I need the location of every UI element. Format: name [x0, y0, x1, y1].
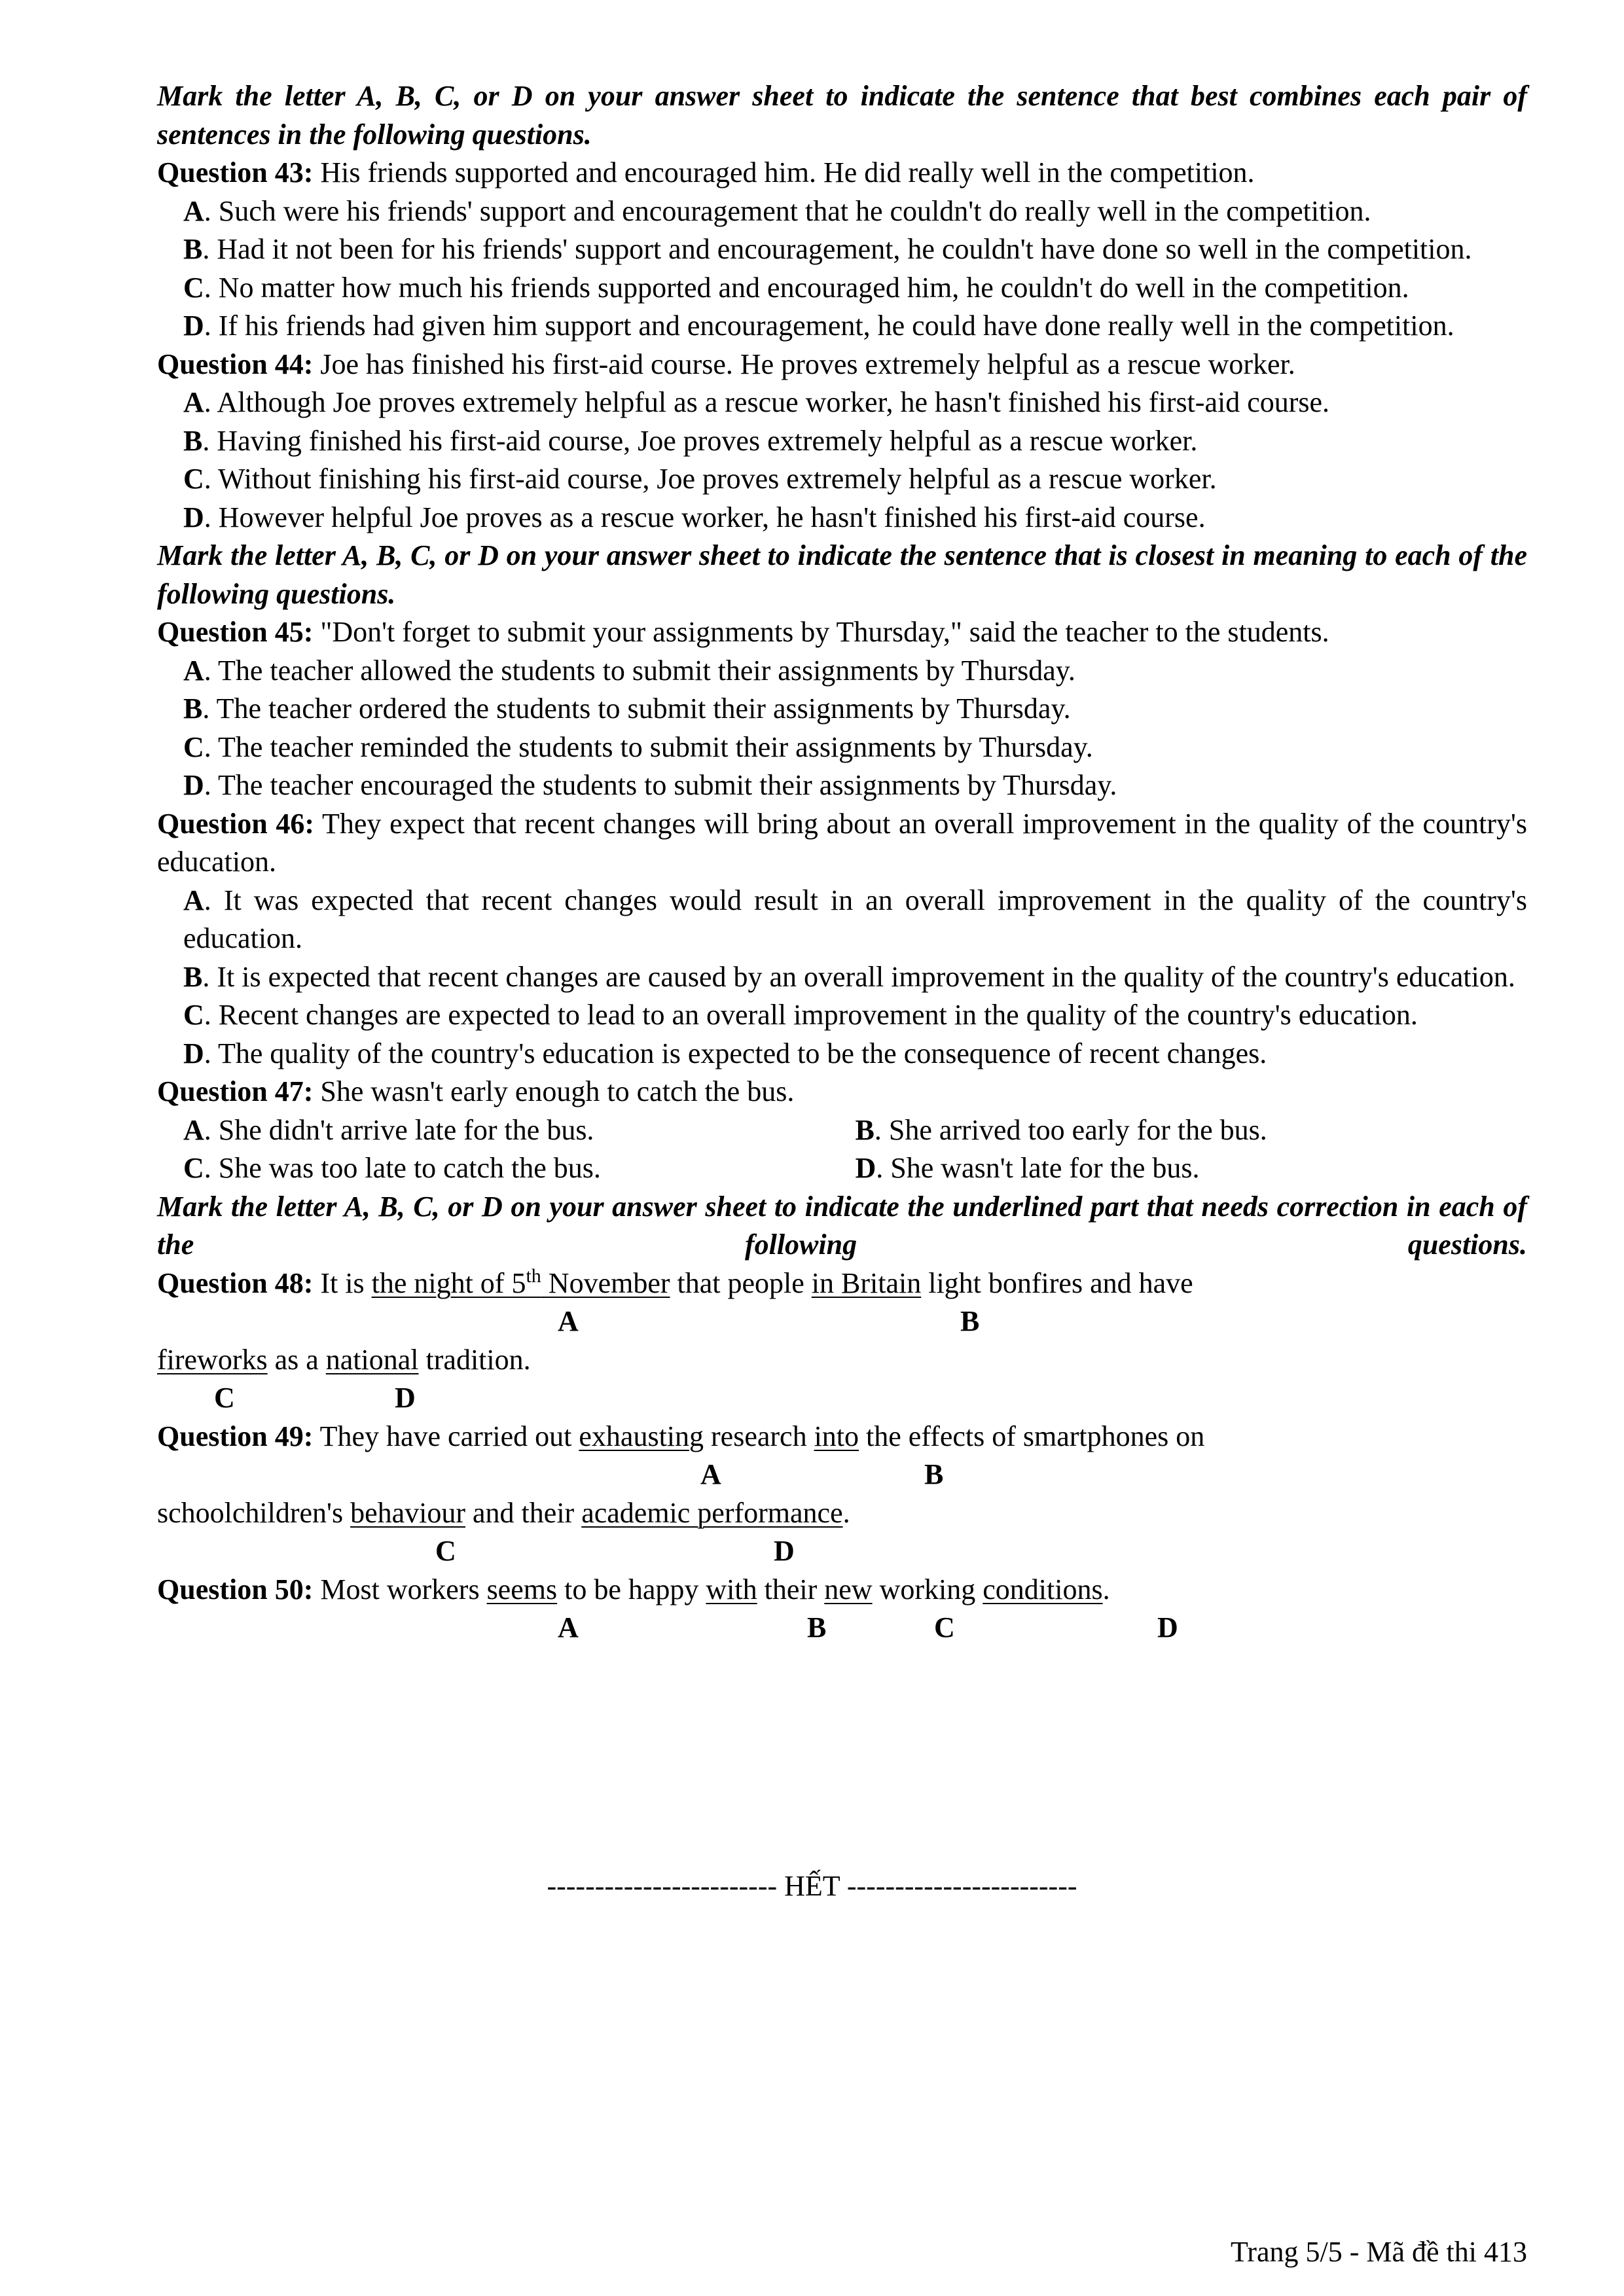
question-49: Question 49: They have carried out exhausting research into the effects of smartphones on: [157, 1420, 1205, 1452]
letter-d: D: [395, 1382, 416, 1414]
question-48-line-2: fireworks as a national tradition.: [157, 1343, 531, 1376]
question-45: [157, 613, 1527, 652]
option-c: C. The teacher reminded the students to submit their assignments by Thursday.: [183, 730, 1093, 763]
question-label: Question 45:: [157, 616, 314, 648]
option-d: D. She wasn't late for the bus.: [855, 1152, 1200, 1184]
letter-d: D: [1157, 1611, 1178, 1643]
answer-letters: [157, 1379, 1527, 1418]
question-stem: They expect that recent changes will bring about an overall improvement in the quality of the country's education.: [157, 807, 1528, 878]
option-c: C. Recent changes are expected to lead to an overall improvement in the quality of the country's education.: [183, 999, 1418, 1031]
end-marker: ------------------------ HẾT ------------------------: [547, 1870, 1077, 1902]
question-stem: She wasn't early enough to catch the bus.: [320, 1075, 795, 1107]
underlined-part-c: behaviour: [350, 1496, 466, 1529]
option-c: C. No matter how much his friends supported and encouraged him, he couldn't do well in the competition.: [183, 271, 1409, 304]
underlined-part-a: exhausting: [579, 1420, 704, 1452]
question-50: Question 50: Most workers seems to be happy with their new working conditions.: [157, 1573, 1110, 1605]
option-d: D. If his friends had given him support and encouragement, he could have done really well in the competition.: [183, 310, 1454, 342]
letter-a: A: [558, 1611, 579, 1643]
option-d: D. However helpful Joe proves as a rescue worker, he hasn't finished his first-aid course.: [183, 501, 1206, 533]
option-a: A. She didn't arrive late for the bus.: [183, 1113, 594, 1146]
question-stem: His friends supported and encouraged him. He did really well in the competition.: [320, 156, 1255, 188]
option-a: A. The teacher allowed the students to submit their assignments by Thursday.: [183, 654, 1075, 687]
question-label: Question 46:: [157, 807, 315, 840]
option-b: B. She arrived too early for the bus.: [855, 1113, 1267, 1146]
question-43: [157, 154, 1527, 192]
option-d: D. The teacher encouraged the students to submit their assignments by Thursday.: [183, 769, 1117, 801]
letter-b: B: [807, 1611, 827, 1643]
answer-letters: [157, 1609, 1527, 1647]
answer-letters: [157, 1456, 1527, 1494]
instruction-3: Mark the letter A, B, C, or D on your answer sheet to indicate the underlined part that needs correction in each of the following questions.: [157, 1190, 1527, 1261]
option-c: C. Without finishing his first-aid course, Joe proves extremely helpful as a rescue worker.: [183, 463, 1217, 495]
letter-a: A: [700, 1458, 721, 1490]
question-label: Question 47:: [157, 1075, 314, 1107]
question-label: Question 44:: [157, 348, 314, 380]
question-label: Question 48:: [157, 1266, 314, 1299]
question-label: Question 50:: [157, 1573, 314, 1605]
instruction-2: Mark the letter A, B, C, or D on your answer sheet to indicate the sentence that is closest in meaning to each of the following questions.: [157, 539, 1527, 610]
underlined-part-a: seems: [486, 1573, 558, 1605]
letter-c: C: [214, 1382, 235, 1414]
letter-d: D: [774, 1535, 795, 1567]
letter-a: A: [558, 1305, 579, 1337]
instruction-1: Mark the letter A, B, C, or D on your answer sheet to indicate the sentence that best combines each pair of sentences in the following questions.: [157, 80, 1527, 151]
question-46: [157, 805, 1527, 882]
option-a: A. Although Joe proves extremely helpful as a rescue worker, he hasn't finished his first-aid course.: [183, 386, 1330, 418]
option-a: A. It was expected that recent changes would result in an overall improvement in the quality of the country's education.: [183, 884, 1527, 954]
underlined-part-b: in Britain: [811, 1266, 922, 1299]
option-b: B. The teacher ordered the students to submit their assignments by Thursday.: [183, 692, 1071, 725]
underlined-part-b: into: [814, 1420, 859, 1452]
question-48: Question 48: It is the night of 5th November that people in Britain light bonfires and have: [157, 1265, 1193, 1299]
question-label: Question 43:: [157, 156, 314, 188]
letter-c: C: [435, 1535, 456, 1567]
question-stem: "Don't forget to submit your assignments by Thursday," said the teacher to the students.: [320, 616, 1329, 648]
underlined-part-d: academic performance: [581, 1496, 843, 1529]
option-b: B. Having finished his first-aid course, Joe proves extremely helpful as a rescue worker.: [183, 424, 1198, 457]
answer-letters: [157, 1302, 1527, 1341]
question-49-line-2: schoolchildren's behaviour and their academic performance.: [157, 1496, 850, 1529]
letter-b: B: [960, 1305, 980, 1337]
option-a: A. Such were his friends' support and encouragement that he couldn't do really well in the competition.: [183, 194, 1371, 227]
letter-b: B: [924, 1458, 944, 1490]
underlined-part-c: new: [824, 1573, 873, 1605]
underlined-part-a: the night of 5th November: [371, 1265, 670, 1299]
question-label: Question 49:: [157, 1420, 314, 1452]
option-d: D. The quality of the country's education is expected to be the consequence of recent changes.: [183, 1037, 1267, 1069]
option-b: B. It is expected that recent changes are caused by an overall improvement in the quality of the country's education.: [183, 960, 1515, 993]
answer-letters: [157, 1532, 1527, 1571]
options-row-2: [183, 1149, 1527, 1188]
underlined-part-d: conditions: [983, 1573, 1103, 1605]
letter-c: C: [934, 1611, 955, 1643]
option-c: C. She was too late to catch the bus.: [183, 1152, 601, 1184]
options-row-1: [183, 1111, 1527, 1150]
option-b: B. Had it not been for his friends' support and encouragement, he couldn't have done so well in the competition.: [183, 233, 1472, 265]
question-44: [157, 346, 1527, 384]
underlined-part-b: with: [706, 1573, 757, 1605]
page-footer: Trang 5/5 - Mã đề thi 413: [1230, 2236, 1527, 2268]
question-stem: Joe has finished his first-aid course. He proves extremely helpful as a rescue worker.: [320, 348, 1295, 380]
underlined-part-d: national: [325, 1343, 419, 1376]
question-47: [157, 1073, 1527, 1111]
underlined-part-c: fireworks: [157, 1343, 268, 1376]
exam-page: [157, 77, 1527, 1647]
